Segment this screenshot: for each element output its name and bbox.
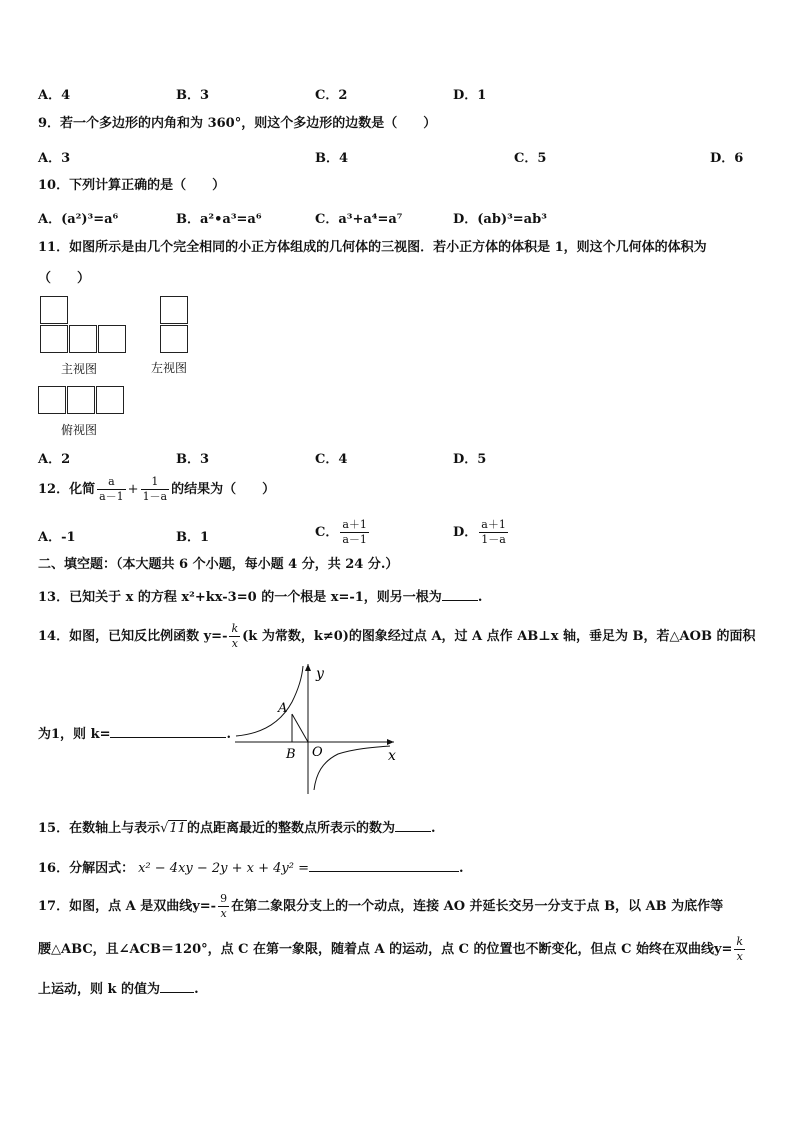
q9-option-d: D．6: [710, 151, 744, 166]
q12-option-c-num: a＋1: [342, 518, 367, 531]
q14-frac-den: x: [231, 637, 238, 650]
q17-frac2-num: k: [736, 935, 744, 948]
y-axis-arrow: [305, 664, 311, 671]
point-b-label: B: [286, 747, 296, 762]
x-axis-arrow: [387, 739, 394, 745]
q16-answer-blank: [309, 859, 459, 872]
q12-option-d-num: a＋1: [481, 518, 506, 531]
top-view-label: 俯视图: [61, 423, 98, 437]
q17-line3: [38, 980, 199, 998]
q17-text-3: 上运动，则 k 的值为: [38, 982, 161, 997]
q14-suffix: (k 为常数，k≠0)的图象经过点 A，过 A 点作 AB⊥x 轴，垂足为 B，若△AOB 的面积: [242, 629, 756, 644]
q16: [38, 859, 464, 877]
q12-option-c: [315, 515, 371, 551]
q15-radicand: 11: [169, 821, 186, 836]
q8-option-c: C．2: [315, 88, 348, 103]
x-label: x: [388, 748, 396, 764]
q9-option-c: C．5: [514, 151, 547, 166]
q17-text-1a: 17．如图，点 A 是双曲线y=-: [38, 899, 217, 914]
q16-prefix: 16．分解因式：: [38, 861, 135, 876]
front-view-cell: [69, 325, 97, 353]
front-view-cell: [98, 325, 126, 353]
q14-answer-blank: [110, 725, 226, 738]
q10-option-c: C．a³+a⁴=a⁷: [315, 212, 403, 227]
q17-answer-blank: [160, 980, 194, 993]
q14-graph: [230, 658, 400, 798]
q11-option-d: D．5: [453, 452, 487, 467]
q8-option-a: A．4: [38, 88, 71, 103]
q8-option-d: D．1: [453, 88, 487, 103]
front-view-cell: [40, 296, 68, 324]
front-view-cell: [40, 325, 68, 353]
q12-fraction-2: [141, 476, 170, 503]
q14-frac-num: k: [231, 622, 239, 635]
q12-suffix: 的结果为（ ）: [171, 482, 276, 497]
q12-stem: [38, 472, 275, 508]
top-view-cell: [96, 386, 124, 414]
top-view-cell: [38, 386, 66, 414]
y-label: y: [316, 666, 324, 682]
q15-answer-blank: [395, 819, 431, 832]
q15-prefix: 15．在数轴上与表示: [38, 821, 161, 836]
q12-prefix: 12．化简: [38, 482, 96, 497]
q10-stem: 10．下列计算正确的是（ ）: [38, 178, 226, 193]
q12-frac2-den: 1－a: [142, 490, 168, 503]
q14-line2: [38, 725, 231, 743]
point-a-label: A: [278, 701, 288, 716]
q13-answer-blank: [442, 588, 478, 601]
q17-frac1-num: 9: [220, 892, 228, 905]
origin-label: O: [312, 745, 323, 760]
q17-end: .: [194, 982, 199, 997]
q12-option-d: [453, 515, 510, 551]
q17-text-1b: 在第二象限分支上的一个动点，连接 AO 并延长交另一分支于点 B，以 AB 为底作等: [231, 899, 724, 914]
q10-option-a: A．(a²)³=a⁶: [38, 212, 119, 227]
q12-frac1-num: a: [97, 476, 126, 490]
q12-option-d-label: D．: [453, 525, 478, 540]
q15-suffix: 的点距离最近的整数点所表示的数为: [186, 821, 395, 836]
q15: [38, 819, 435, 837]
q8-option-b: B．3: [176, 88, 210, 103]
segment-ao: [292, 714, 308, 742]
q12-option-b: B．1: [176, 530, 210, 545]
q16-expression: x² − 4xy − 2y + x + 4y² =: [138, 861, 310, 876]
q12-option-d-den: 1－a: [481, 533, 506, 546]
q13-end: .: [477, 590, 483, 605]
hyperbola-branch-2: [236, 666, 303, 736]
q12-fraction-1: [97, 476, 126, 503]
q9-option-b: B．4: [315, 151, 349, 166]
q17-line1: [38, 889, 723, 925]
front-view-label: 主视图: [61, 362, 98, 376]
q11-option-c: C．4: [315, 452, 348, 467]
q13: [38, 588, 482, 606]
q13-text: 13．已知关于 x 的方程 x²+kx-3=0 的一个根是 x=-1，则另一根为: [38, 590, 442, 605]
sqrt-sign: √: [160, 821, 169, 836]
q12-option-c-label: C．: [315, 525, 339, 540]
q14-end: .: [226, 727, 232, 742]
q11-option-b: B．3: [176, 452, 210, 467]
q12-option-a: A．-1: [38, 530, 76, 545]
q17-line2: [38, 932, 747, 968]
q11-option-a: A．2: [38, 452, 71, 467]
q10-option-d: D．(ab)³=ab³: [453, 212, 547, 227]
left-view-cell: [160, 296, 188, 324]
q12-option-c-fraction: [340, 519, 369, 546]
q14-line1: [38, 619, 755, 655]
q17-frac2-den: x: [736, 950, 743, 963]
q17-fraction-2: [734, 936, 745, 963]
q12-frac2-num: 1: [141, 476, 170, 490]
q14-fraction: [229, 623, 240, 650]
q12-frac1-den: a－1: [99, 490, 124, 503]
left-view-cell: [160, 325, 188, 353]
top-view-cell: [67, 386, 95, 414]
q11-stem: 11．如图所示是由几个完全相同的小正方体组成的几何体的三视图．若小正方体的体积是 1，则这个几何体的体积为: [38, 240, 707, 255]
q17-text-2a: 腰△ABC，且∠ACB＝120°，点 C 在第一象限，随着点 A 的运动，点 C 的位置也不断变化，但点 C 始终在双曲线y=: [38, 942, 733, 957]
hyperbola-branch-4: [314, 746, 390, 790]
q12-option-c-den: a－1: [342, 533, 367, 546]
q10-option-b: B．a²•a³=a⁶: [176, 212, 262, 227]
q12-option-d-fraction: [479, 519, 508, 546]
q14-prefix: 14．如图，已知反比例函数 y=-: [38, 629, 228, 644]
left-view-label: 左视图: [151, 361, 188, 375]
section-heading: 二、填空题：（本大题共 6 个小题，每小题 4 分，共 24 分.）: [38, 557, 399, 572]
q14-line2-text: 为1，则 k=: [38, 727, 111, 742]
q17-frac1-den: x: [220, 907, 227, 920]
q15-end: .: [430, 821, 436, 836]
q11-stem-cont: （ ）: [38, 271, 91, 286]
q9-option-a: A．3: [38, 151, 71, 166]
q16-end: .: [459, 861, 464, 876]
q9-stem: 9．若一个多边形的内角和为 360°，则这个多边形的边数是（ ）: [38, 116, 437, 131]
q12-plus: +: [127, 482, 139, 497]
q17-fraction-1: [218, 893, 229, 920]
